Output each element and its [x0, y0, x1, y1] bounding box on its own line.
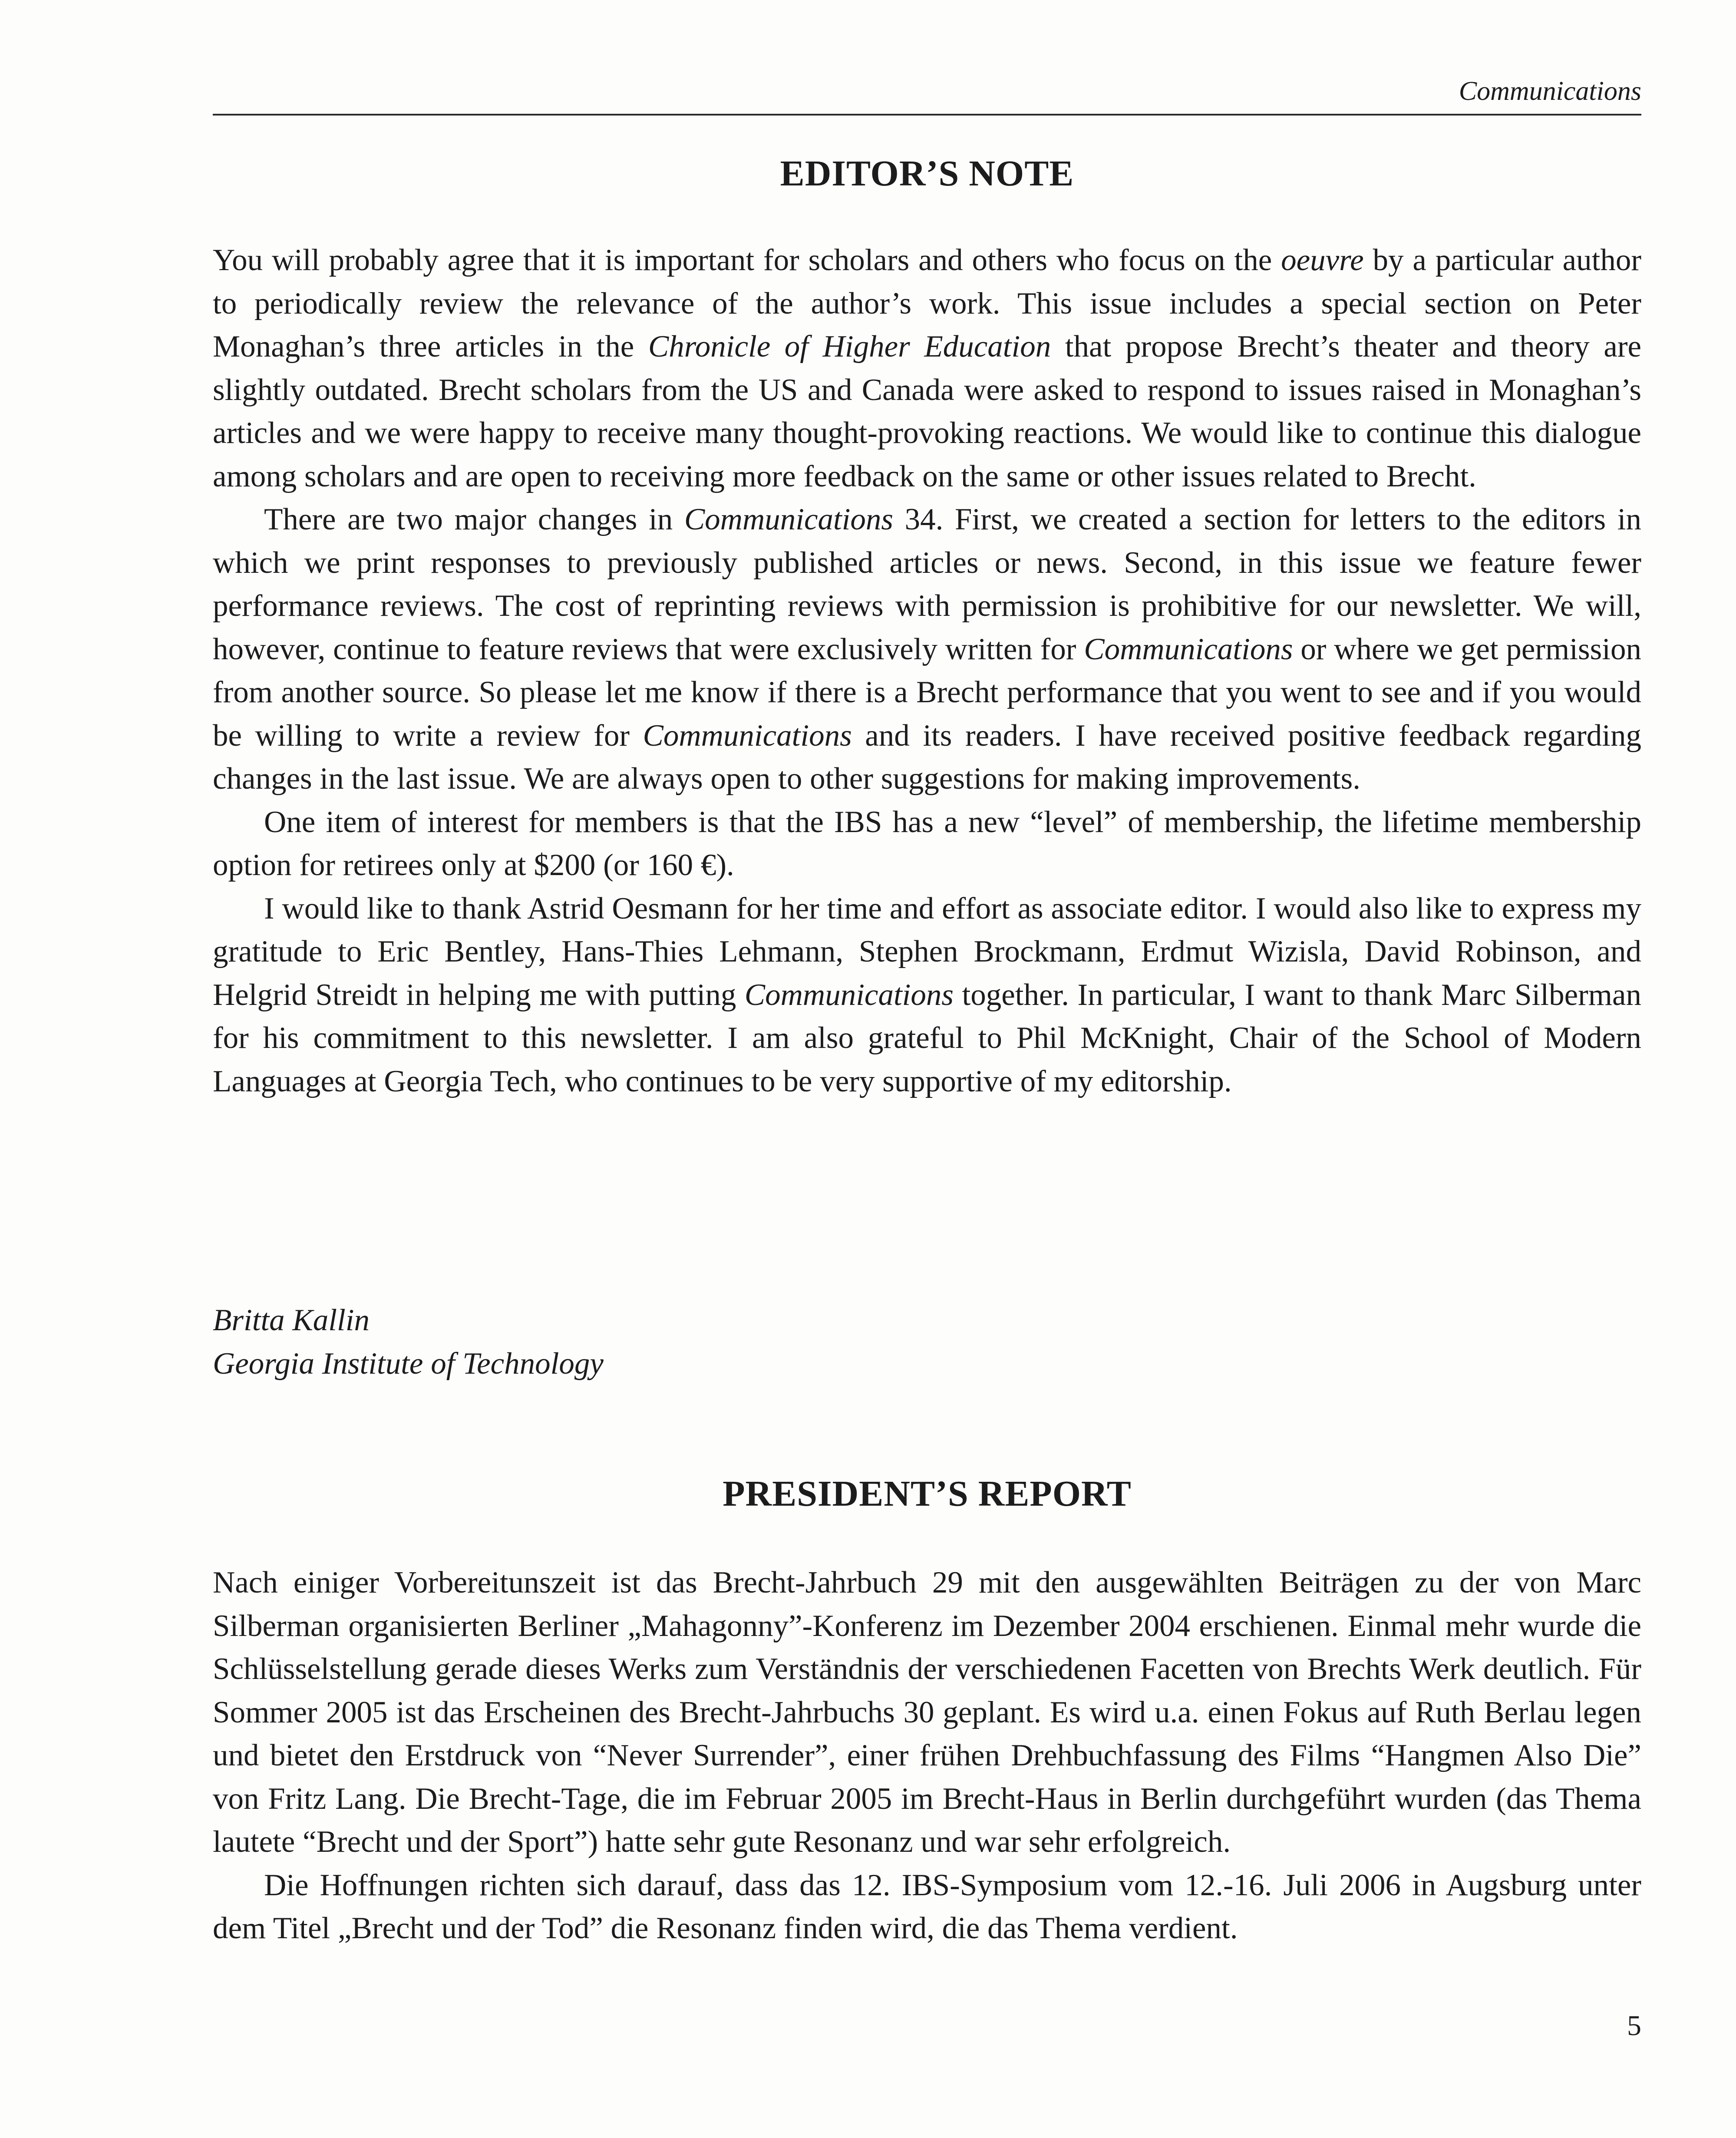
presidents-report-paragraph [213, 1561, 1641, 1864]
editors-note-paragraph [213, 801, 1641, 887]
paragraph-text: You will probably agree that it is important for scholars and others who focus on the [213, 243, 1281, 277]
editors-note-title: EDITOR’S NOTE [780, 153, 1074, 194]
header-rule [213, 114, 1641, 116]
italic-title-text: Communications [744, 978, 954, 1012]
paragraph-text: by a particular author to periodically review the relevance of the author’s work. This issue includes a special section on Peter Monaghan’s three articles in the [213, 243, 1641, 363]
paragraph-text: or where we get permission from another source. So please let me know if there is a Brecht performance that you went to see and if you would be willing to write a review for [213, 632, 1641, 753]
paragraph-text: I would like to thank Astrid Oesmann for her time and effort as associate editor. I would also like to express my gratitude to Eric Bentley, Hans-Thies Lehmann, Stephen Brockmann, Erdmut Wizisla, David Robinson, and Helgrid Streidt in helping me with putting [213, 891, 1641, 1012]
editors-note-body [213, 239, 1641, 1103]
paragraph-text: together. In particular, I want to thank Marc Silberman for his commitment to this newsletter. I am also grateful to Phil McKnight, Chair of the School of Modern Languages at Georgia Tech, who continues to be very supportive of my editorship. [213, 978, 1641, 1098]
signature-affiliation: Georgia Institute of Technology [213, 1347, 604, 1381]
presidents-report-paragraph [213, 1864, 1641, 1950]
editor-signature [213, 1299, 1641, 1385]
italic-title-text: Communications [684, 502, 894, 536]
paragraph-text: One item of interest for members is that the IBS has a new “level” of membership, the lifetime membership option for retirees only at $200 (or 160 €). [213, 805, 1641, 882]
paragraph-text: and its readers. I have received positive feedback regarding changes in the last issue. We are always open to other suggestions for making improvements. [213, 718, 1642, 796]
italic-title-text: Communications [643, 718, 852, 753]
presidents-report-title: PRESIDENT’S REPORT [723, 1474, 1132, 1514]
running-head: Communications [1459, 76, 1641, 106]
page-number: 5 [1627, 2010, 1641, 2042]
editors-note-paragraph [213, 887, 1641, 1104]
italic-title-text: Chronicle of Higher Education [648, 330, 1051, 363]
italic-title-text: Communications [1084, 632, 1293, 666]
paragraph-text: Nach einiger Vorbereitunszeit ist das Brecht-Jahrbuch 29 mit den ausgewählten Beiträgen zu der von Marc Silberman organisierten Berliner „Mahagonny”-Konferenz im Dezember 2004 erschienen. Einmal mehr wurde die Schlüsselstellung gerade dieses Werks zum Verständnis der verschiedenen Facetten von Brechts Werk deutlich. Für Sommer 2005 ist das Erscheinen des Brecht-Jahrbuchs 30 geplant. Es wird u.a. einen Fokus auf Ruth Berlau legen und bietet den Erstdruck von “Never Surrender”, einer frühen Drehbuchfassung des Films “Hangmen Also Die” von Fritz Lang. Die Brecht-Tage, die im Februar 2005 im Brecht-Haus in Berlin durchgeführt wurden (das Thema lautete “Brecht und der Sport”) hatte sehr gute Resonanz und war sehr erfolgreich. [213, 1566, 1641, 1859]
paragraph-text: Die Hoffnungen richten sich darauf, dass das 12. IBS-Symposium vom 12.-16. Juli 2006 in Augsburg unter dem Titel „Brecht und der Tod” die Resonanz finden wird, die das Thema verdient. [213, 1868, 1641, 1945]
paragraph-text: 34. First, we created a section for letters to the editors in which we print responses to previously published articles or news. Second, in this issue we feature fewer performance reviews. The cost of reprinting reviews with permission is prohibitive for our newsletter. We will, however, continue to feature reviews that were exclusively written for [213, 502, 1642, 666]
signature-name: Britta Kallin [213, 1303, 370, 1337]
editors-note-paragraph [213, 498, 1641, 801]
italic-title-text: oeuvre [1281, 243, 1364, 277]
paragraph-text: There are two major changes in [264, 502, 684, 536]
paragraph-text: that propose Brecht’s theater and theory are slightly outdated. Brecht scholars from the US and Canada were asked to respond to issues raised in Monaghan’s articles and we were happy to receive many thought-provoking reactions. We would like to continue this dialogue among scholars and are open to receiving more feedback on the same or other issues related to Brecht. [213, 330, 1641, 493]
editors-note-paragraph [213, 239, 1641, 498]
presidents-report-body [213, 1561, 1641, 1950]
